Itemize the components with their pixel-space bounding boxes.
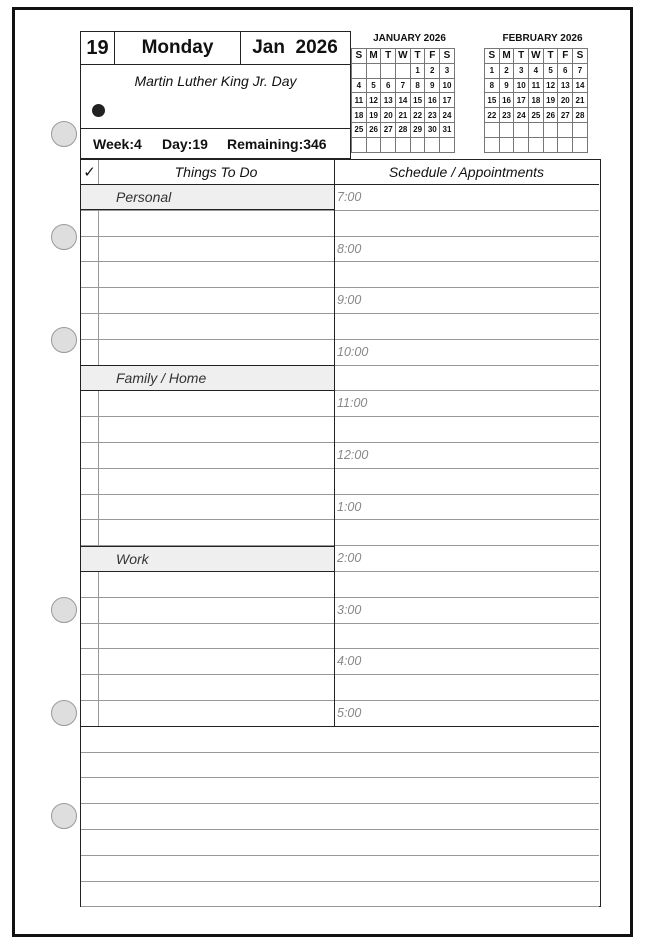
ruled-line (81, 468, 599, 469)
calendar-day: 4 (352, 78, 367, 93)
calendar-day: 14 (573, 78, 588, 93)
ruled-line (81, 236, 599, 237)
time-slot-label: 3:00 (337, 602, 362, 617)
ruled-line (81, 416, 599, 417)
calendar-day: 3 (440, 63, 455, 78)
ruled-line (81, 881, 599, 882)
calendar-day: 16 (499, 93, 514, 108)
calendar-day: 2 (425, 63, 440, 78)
calendar-day: 25 (529, 108, 544, 123)
calendar-day: 15 (485, 93, 500, 108)
section-family-home (81, 365, 334, 391)
remaining-count: Remaining:346 (227, 136, 327, 152)
ruled-line (81, 829, 599, 830)
calendar-day: 18 (352, 108, 367, 123)
binder-hole (51, 224, 77, 250)
calendar-day: 1 (410, 63, 425, 78)
time-slot-label: 1:00 (337, 499, 362, 514)
calendar-day (558, 137, 573, 152)
calendar-day: 14 (396, 93, 411, 108)
calendar-day: 17 (514, 93, 529, 108)
mini-calendar-february (484, 33, 601, 159)
calendar-day: 27 (381, 122, 396, 137)
bullet-dot-icon (92, 104, 105, 117)
calendar-title: FEBRUARY 2026 (502, 33, 583, 44)
weekday-header: S (573, 49, 588, 64)
schedule-header: Schedule / Appointments (388, 164, 545, 180)
section-work (81, 546, 334, 572)
calendar-day (381, 63, 396, 78)
calendar-day: 5 (366, 78, 381, 93)
ruled-line (81, 777, 599, 778)
weekday-header: F (425, 49, 440, 64)
calendar-day: 19 (366, 108, 381, 123)
calendar-day: 27 (558, 108, 573, 123)
calendar-day: 6 (381, 78, 396, 93)
ruled-line (81, 623, 599, 624)
weekday-header: S (485, 49, 500, 64)
calendar-day (529, 122, 544, 137)
calendar-day: 18 (529, 93, 544, 108)
calendar-grid (351, 48, 455, 153)
column-divider (334, 160, 335, 726)
weekday-header: F (558, 49, 573, 64)
calendar-day: 22 (485, 108, 500, 123)
holiday-box (80, 65, 351, 128)
calendar-day: 5 (543, 63, 558, 78)
section-personal (81, 184, 334, 210)
calendar-day (485, 122, 500, 137)
ruled-line (81, 726, 599, 727)
calendar-day: 4 (529, 63, 544, 78)
calendar-day: 16 (425, 93, 440, 108)
binder-hole (51, 121, 77, 147)
calendar-day (440, 137, 455, 152)
ruled-line (81, 674, 599, 675)
calendar-day: 9 (499, 78, 514, 93)
ruled-line (81, 313, 599, 314)
weekday-header: M (499, 49, 514, 64)
calendar-day (543, 122, 558, 137)
calendar-day (499, 122, 514, 137)
calendar-day: 8 (410, 78, 425, 93)
ruled-line (81, 442, 599, 443)
calendar-day (573, 137, 588, 152)
ruled-line (81, 287, 599, 288)
ruled-line (81, 494, 599, 495)
calendar-day (485, 137, 500, 152)
calendar-day: 7 (396, 78, 411, 93)
section-label: Personal (116, 189, 172, 205)
planner-grid (80, 159, 601, 907)
weekday-header: M (366, 49, 381, 64)
time-slot-label: 10:00 (337, 344, 369, 359)
time-slot-label: 7:00 (337, 190, 362, 204)
ruled-line (81, 597, 599, 598)
calendar-day (514, 137, 529, 152)
weekday-header: T (381, 49, 396, 64)
calendar-day: 20 (558, 93, 573, 108)
calendar-day: 15 (410, 93, 425, 108)
weekday-header: W (529, 49, 544, 64)
calendar-day: 24 (440, 108, 455, 123)
binder-hole (51, 597, 77, 623)
time-slot-label: 11:00 (337, 396, 368, 411)
ruled-line (81, 803, 599, 804)
ruled-line (81, 906, 599, 907)
mini-calendar-january (351, 33, 468, 159)
calendar-day: 23 (425, 108, 440, 123)
calendar-day: 21 (573, 93, 588, 108)
time-slot-label: 9:00 (337, 293, 362, 308)
ruled-line (81, 752, 599, 753)
calendar-day (410, 137, 425, 152)
calendar-day (366, 63, 381, 78)
ruled-line (81, 519, 599, 520)
weekday-header: T (514, 49, 529, 64)
ruled-line (81, 261, 599, 262)
day-count: Day:19 (162, 136, 208, 152)
calendar-day (573, 122, 588, 137)
weekday-header: T (543, 49, 558, 64)
calendar-day (514, 122, 529, 137)
time-slot-label: 8:00 (337, 241, 362, 256)
calendar-day (558, 122, 573, 137)
calendar-grid (484, 48, 588, 153)
calendar-day: 31 (440, 122, 455, 137)
time-slot-label: 5:00 (337, 706, 362, 720)
calendar-day (396, 63, 411, 78)
calendar-day: 10 (440, 78, 455, 93)
calendar-day: 19 (543, 93, 558, 108)
calendar-day: 6 (558, 63, 573, 78)
calendar-day: 12 (366, 93, 381, 108)
ruled-line (81, 648, 599, 649)
calendar-day: 20 (381, 108, 396, 123)
calendar-day: 30 (425, 122, 440, 137)
time-slot-label: 12:00 (337, 448, 369, 462)
calendar-day: 24 (514, 108, 529, 123)
check-column-header: ✓ (83, 164, 96, 181)
calendar-day (381, 137, 396, 152)
day-stats (80, 128, 351, 159)
holiday-label: Martin Luther King Jr. Day (134, 73, 297, 89)
calendar-day: 23 (499, 108, 514, 123)
calendar-day (499, 137, 514, 152)
calendar-day: 13 (381, 93, 396, 108)
calendar-day: 29 (410, 122, 425, 137)
calendar-day (543, 137, 558, 152)
calendar-day (366, 137, 381, 152)
calendar-day: 12 (543, 78, 558, 93)
section-label: Work (116, 551, 149, 567)
column-divider (98, 160, 99, 726)
calendar-day: 9 (425, 78, 440, 93)
calendar-day: 17 (440, 93, 455, 108)
ruled-line (81, 855, 599, 856)
ruled-line (81, 700, 599, 701)
weekday-header: T (410, 49, 425, 64)
calendar-day: 28 (573, 108, 588, 123)
calendar-day (352, 137, 367, 152)
weekday-label: Monday (115, 32, 241, 64)
binder-hole (51, 327, 77, 353)
section-label: Family / Home (116, 370, 207, 386)
calendar-day: 10 (514, 78, 529, 93)
calendar-day: 2 (499, 63, 514, 78)
calendar-day: 1 (485, 63, 500, 78)
binder-hole (51, 803, 77, 829)
weekday-header: S (440, 49, 455, 64)
calendar-day: 8 (485, 78, 500, 93)
calendar-day (352, 63, 367, 78)
ruled-line (81, 339, 599, 340)
calendar-day: 11 (352, 93, 367, 108)
calendar-day: 7 (573, 63, 588, 78)
calendar-day (529, 137, 544, 152)
todo-header: Things To Do (174, 164, 258, 180)
month-year-label: Jan 2026 (252, 37, 338, 58)
date-header (80, 31, 351, 65)
calendar-day: 28 (396, 122, 411, 137)
day-number: 19 (81, 32, 115, 64)
time-slot-label: 4:00 (337, 654, 362, 669)
calendar-day: 26 (366, 122, 381, 137)
time-slot-label: 2:00 (337, 551, 362, 566)
calendar-day: 22 (410, 108, 425, 123)
calendar-day: 11 (529, 78, 544, 93)
binder-hole (51, 700, 77, 726)
calendar-day: 3 (514, 63, 529, 78)
week-count: Week:4 (93, 136, 142, 152)
weekday-header: W (396, 49, 411, 64)
calendar-day: 21 (396, 108, 411, 123)
calendar-day (396, 137, 411, 152)
calendar-day: 25 (352, 122, 367, 137)
weekday-header: S (352, 49, 367, 64)
calendar-title: JANUARY 2026 (373, 33, 446, 44)
calendar-day: 13 (558, 78, 573, 93)
calendar-day (425, 137, 440, 152)
calendar-day: 26 (543, 108, 558, 123)
